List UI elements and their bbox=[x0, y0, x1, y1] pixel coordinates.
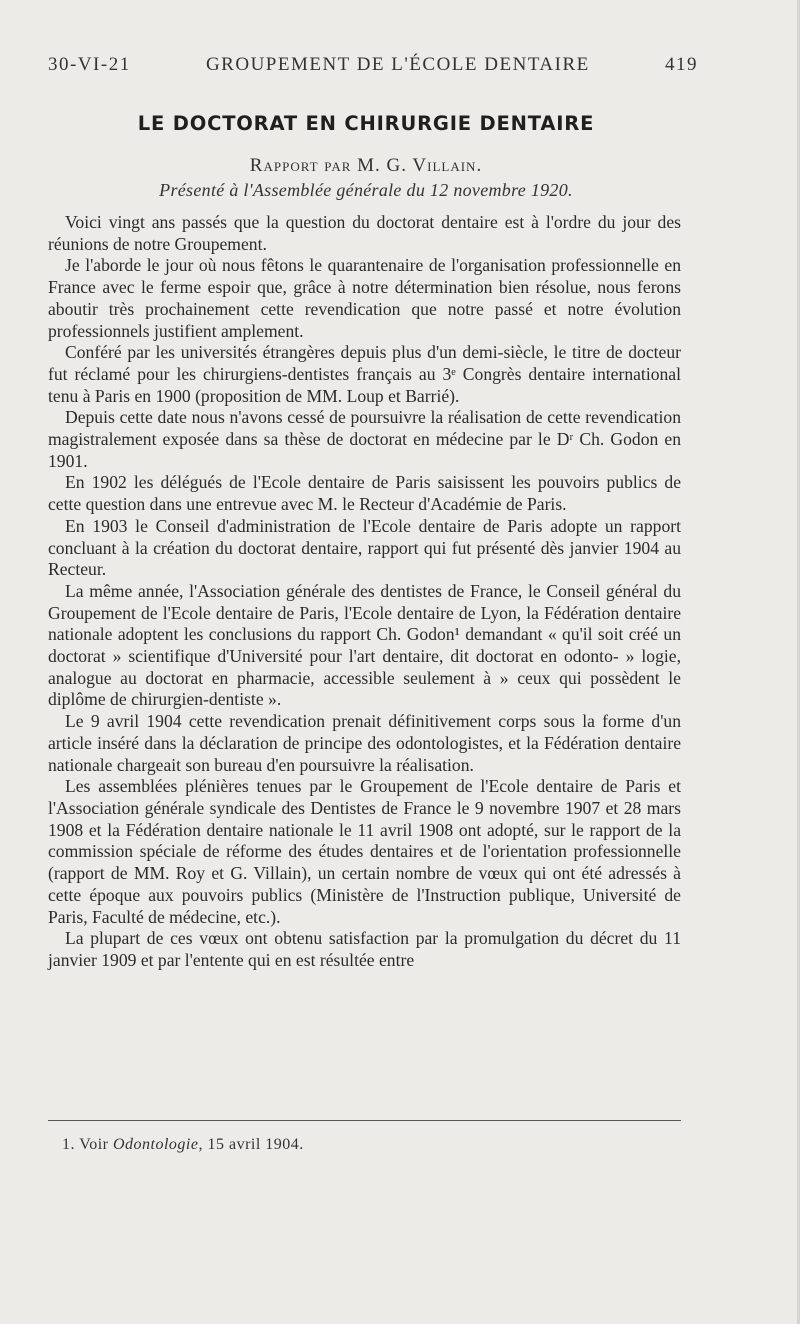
footnote-journal: Odontologie, bbox=[112, 1136, 203, 1153]
article-byline: Rapport par M. G. Villain. bbox=[249, 155, 483, 176]
footnote-date: 15 avril 1904. bbox=[207, 1136, 304, 1153]
footnote-marker: 1. bbox=[62, 1136, 75, 1153]
paragraph: En 1903 le Conseil d'administration de l'Ecole dentaire de Paris adopte un rapport concluant à la création du doctorat dentaire, rapport qui fut présenté dès janvier 1904 au Recteur. bbox=[48, 515, 681, 580]
footnote bbox=[62, 1136, 304, 1154]
footnote-separator bbox=[48, 1120, 681, 1121]
article-title: LE DOCTORAT EN CHIRURGIE DENTAIRE bbox=[137, 112, 595, 135]
paragraph: La même année, l'Association générale des dentistes de France, le Conseil général du Groupement de l'Ecole dentaire de Paris, l'Ecole dentaire de Lyon, la Fédération dentaire nationale adoptent les conclusions du rapport Ch. Godon¹ demandant « qu'il soit créé un doctorat » scientifique d'Université pour l'art dentaire, dit doctorat en odonto- » logie, analogue au doctorat en pharmacie, accessible seulement à » ceux qui possèdent le diplôme de chirurgien-dentiste ». bbox=[48, 580, 681, 710]
paragraph: Voici vingt ans passés que la question du doctorat dentaire est à l'ordre du jour des réunions de notre Groupement. bbox=[48, 212, 681, 254]
paragraph: La plupart de ces vœux ont obtenu satisfaction par la promulgation du décret du 11 janvier 1909 et par l'entente qui en est résultée entre bbox=[48, 928, 681, 970]
paragraph: Conféré par les universités étrangères depuis plus d'un demi-siècle, le titre de docteur fut réclamé pour les chirurgiens-dentistes français au 3ᵉ Congrès dentaire international tenu à Paris en 1900 (proposition de MM. Loup et Barrié). bbox=[48, 342, 681, 406]
paragraph: Les assemblées plénières tenues par le Groupement de l'Ecole dentaire de Paris et l'Association générale syndicale des Dentistes de France le 9 novembre 1907 et 28 mars 1908 et la Fédération dentaire nationale le 11 avril 1908 ont adopté, sur le rapport de la commission spéciale de réforme des études dentaires et de l'orientation professionnelle (rapport de MM. Roy et G. Villain), un certain nombre de vœux qui ont été adressés à cette époque aux pouvoirs publics (Ministère de l'Instruction publique, Université de Paris, Faculté de médecine, etc.). bbox=[48, 776, 681, 927]
footnote-lead: Voir bbox=[79, 1136, 109, 1153]
article-body bbox=[48, 212, 681, 972]
header-date: 30-VI-21 bbox=[48, 54, 131, 75]
paragraph: En 1902 les délégués de l'Ecole dentaire de Paris saisissent les pouvoirs publics de cette question dans une entrevue avec M. le Recteur d'Académie de Paris. bbox=[48, 472, 681, 515]
header-running-title: GROUPEMENT DE L'ÉCOLE DENTAIRE bbox=[205, 54, 590, 75]
paragraph: Depuis cette date nous n'avons cessé de poursuivre la réalisation de cette revendication magistralement exposée dans sa thèse de doctorat en médecine par le Dʳ Ch. Godon en 1901. bbox=[48, 407, 681, 471]
running-head bbox=[48, 54, 698, 76]
paragraph: Je l'aborde le jour où nous fêtons le quarantenaire de l'organisation professionnelle en France avec le ferme espoir que, grâce à notre détermination bien résolue, nous ferons aboutir très prochainement cette revendication que notre passé et notre évolution professionnels justifient amplement. bbox=[48, 255, 681, 341]
article-presented-line: Présenté à l'Assemblée générale du 12 novembre 1920. bbox=[159, 180, 573, 200]
page-number: 419 bbox=[664, 54, 698, 75]
paragraph: Le 9 avril 1904 cette revendication prenait définitivement corps sous la forme d'un article inséré dans la déclaration de principe des odontologistes, et la Fédération dentaire nationale chargeait son bureau d'en poursuivre la réalisation. bbox=[48, 711, 681, 775]
